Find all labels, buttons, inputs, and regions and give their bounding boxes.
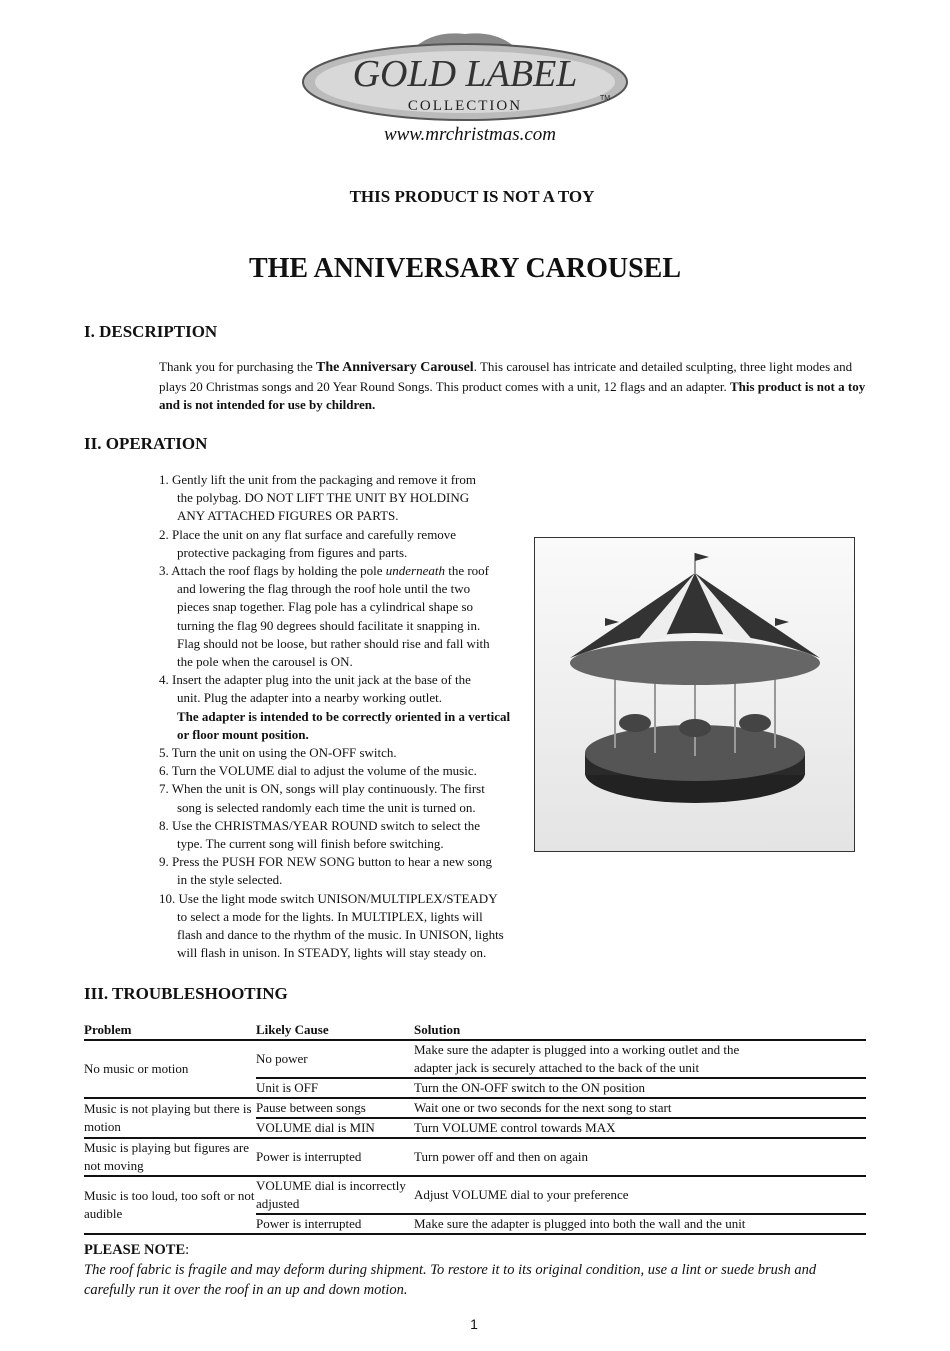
gold-label-logo bbox=[300, 30, 630, 122]
step-line: unit. Plug the adapter into a nearby working outlet. bbox=[177, 690, 442, 706]
step-line: 9. Press the PUSH FOR NEW SONG button to hear a new song bbox=[159, 854, 493, 870]
solution-cell: Turn power off and then on again bbox=[414, 1138, 866, 1176]
svg-text:GOLD LABEL: GOLD LABEL bbox=[352, 53, 578, 95]
cause-cell: Pause between songs bbox=[256, 1098, 414, 1118]
operation-step bbox=[159, 890, 529, 963]
cause-cell: Unit is OFF bbox=[256, 1078, 414, 1098]
operation-step bbox=[159, 853, 529, 889]
solution-cell: Turn VOLUME control towards MAX bbox=[414, 1118, 866, 1138]
operation-step bbox=[159, 762, 529, 780]
note-text: The roof fabric is fragile and may deform during shipment. To restore it to its original condition, use a lint or suede brush and carefully run it over the roof in an up and down motion. bbox=[84, 1262, 817, 1298]
step-line: 7. When the unit is ON, songs will play continuously. The first bbox=[159, 781, 485, 797]
cause-cell: Power is interrupted bbox=[256, 1138, 414, 1176]
step-line: the pole when the carousel is ON. bbox=[177, 654, 353, 670]
column-header-problem: Problem bbox=[84, 1021, 256, 1040]
step-line: 3. Attach the roof flags by holding the pole underneath the roof bbox=[159, 563, 489, 579]
step-line: 4. Insert the adapter plug into the unit jack at the base of the bbox=[159, 672, 471, 688]
child-warning: This product is not a toy and is not intended for use by children. bbox=[159, 378, 866, 412]
cause-cell: VOLUME dial is incorrectly adjusted bbox=[256, 1176, 414, 1214]
operation-step bbox=[159, 671, 529, 744]
step-line: 8. Use the CHRISTMAS/YEAR ROUND switch to select the bbox=[159, 817, 481, 833]
step-line: or floor mount position. bbox=[177, 726, 309, 742]
operation-list bbox=[159, 471, 529, 962]
step-line: song is selected randomly each time the unit is turned on. bbox=[177, 799, 476, 815]
step-line: type. The current song will finish before switching. bbox=[177, 836, 444, 852]
table-row bbox=[84, 1176, 866, 1214]
product-name: The Anniversary Carousel bbox=[316, 360, 474, 375]
step-line: 2. Place the unit on any flat surface and carefully remove bbox=[159, 526, 457, 542]
page-title: THE ANNIVERSARY CAROUSEL bbox=[248, 253, 682, 284]
please-note bbox=[84, 1240, 864, 1300]
step-line: will flash in unison. In STEADY, lights will stay steady on. bbox=[177, 945, 487, 961]
step-line: the polybag. DO NOT LIFT THE UNIT BY HOLDING bbox=[177, 490, 470, 506]
step-line: Flag should not be loose, but rather should rise and fall with bbox=[177, 635, 490, 651]
operation-step bbox=[159, 817, 529, 853]
step-line: ANY ATTACHED FIGURES OR PARTS. bbox=[177, 508, 399, 524]
problem-cell: Music is not playing but there is motion bbox=[84, 1098, 256, 1138]
step-line: 5. Turn the unit on using the ON-OFF switch. bbox=[159, 745, 397, 761]
cause-cell: Power is interrupted bbox=[256, 1214, 414, 1234]
column-header-cause: Likely Cause bbox=[256, 1021, 414, 1040]
website-url: www.mrchristmas.com bbox=[383, 124, 557, 145]
cause-cell: No power bbox=[256, 1051, 308, 1066]
problem-cell: No music or motion bbox=[84, 1061, 189, 1076]
step-line: 6. Turn the VOLUME dial to adjust the volume of the music. bbox=[159, 763, 477, 779]
step-line: and lowering the flag through the roof hole until the two bbox=[177, 581, 471, 597]
troubleshooting-heading: III. TROUBLESHOOTING bbox=[84, 984, 288, 1003]
desc-text-1: Thank you for purchasing the bbox=[159, 359, 317, 374]
carousel-photo bbox=[534, 537, 855, 852]
step-line: in the style selected. bbox=[177, 872, 283, 888]
note-colon: : bbox=[185, 1242, 190, 1258]
table-row bbox=[84, 1098, 866, 1118]
solution-cell: Make sure the adapter is plugged into a working outlet and the adapter jack is securely attached to the back of the unit bbox=[414, 1042, 740, 1075]
not-a-toy-warning: THIS PRODUCT IS NOT A TOY bbox=[349, 187, 595, 206]
page-number: 1 bbox=[470, 1316, 478, 1332]
troubleshooting-table bbox=[84, 1021, 866, 1235]
table-row bbox=[84, 1040, 866, 1078]
step-line: to select a mode for the lights. In MULTIPLEX, lights will bbox=[177, 908, 483, 924]
svg-text:TM: TM bbox=[600, 95, 611, 102]
step-line: 1. Gently lift the unit from the packaging and remove it from bbox=[159, 472, 476, 487]
solution-cell: Turn the ON-OFF switch to the ON position bbox=[414, 1078, 866, 1098]
step-line: 10. Use the light mode switch UNISON/MULTIPLEX/STEADY bbox=[159, 890, 498, 906]
description-text bbox=[159, 358, 869, 415]
step-line: pieces snap together. Flag pole has a cylindrical shape so bbox=[177, 599, 474, 615]
problem-cell: Music is too loud, too soft or not audible bbox=[84, 1176, 256, 1234]
problem-cell: Music is playing but figures are not moving bbox=[84, 1138, 256, 1176]
operation-heading: II. OPERATION bbox=[84, 434, 208, 453]
operation-step bbox=[159, 471, 529, 526]
desc-text-2: . This carousel has intricate and detailed sculpting, three light modes and plays 20 Christmas songs and 20 Year Round Songs. This product comes with a unit, 12 flags and an adapter. bbox=[159, 359, 853, 394]
operation-step bbox=[159, 526, 529, 562]
solution-cell: Adjust VOLUME dial to your preference bbox=[414, 1176, 866, 1214]
step-line: The adapter is intended to be correctly oriented in a vertical bbox=[177, 708, 511, 724]
step-line: flash and dance to the rhythm of the music. In UNISON, lights bbox=[177, 927, 504, 943]
description-heading: I. DESCRIPTION bbox=[84, 322, 218, 341]
operation-step bbox=[159, 744, 529, 762]
operation-step bbox=[159, 780, 529, 816]
svg-text:COLLECTION: COLLECTION bbox=[407, 98, 523, 114]
cause-cell: VOLUME dial is MIN bbox=[256, 1118, 414, 1138]
column-header-solution: Solution bbox=[414, 1021, 866, 1040]
step-line: turning the flag 90 degrees should facilitate it snapping in. bbox=[177, 617, 481, 633]
solution-cell: Wait one or two seconds for the next song to start bbox=[414, 1098, 866, 1118]
solution-cell: Make sure the adapter is plugged into both the wall and the unit bbox=[414, 1214, 866, 1234]
table-row bbox=[84, 1138, 866, 1176]
operation-step bbox=[159, 562, 529, 671]
note-label: PLEASE NOTE bbox=[84, 1242, 186, 1258]
step-line: protective packaging from figures and parts. bbox=[177, 544, 408, 560]
